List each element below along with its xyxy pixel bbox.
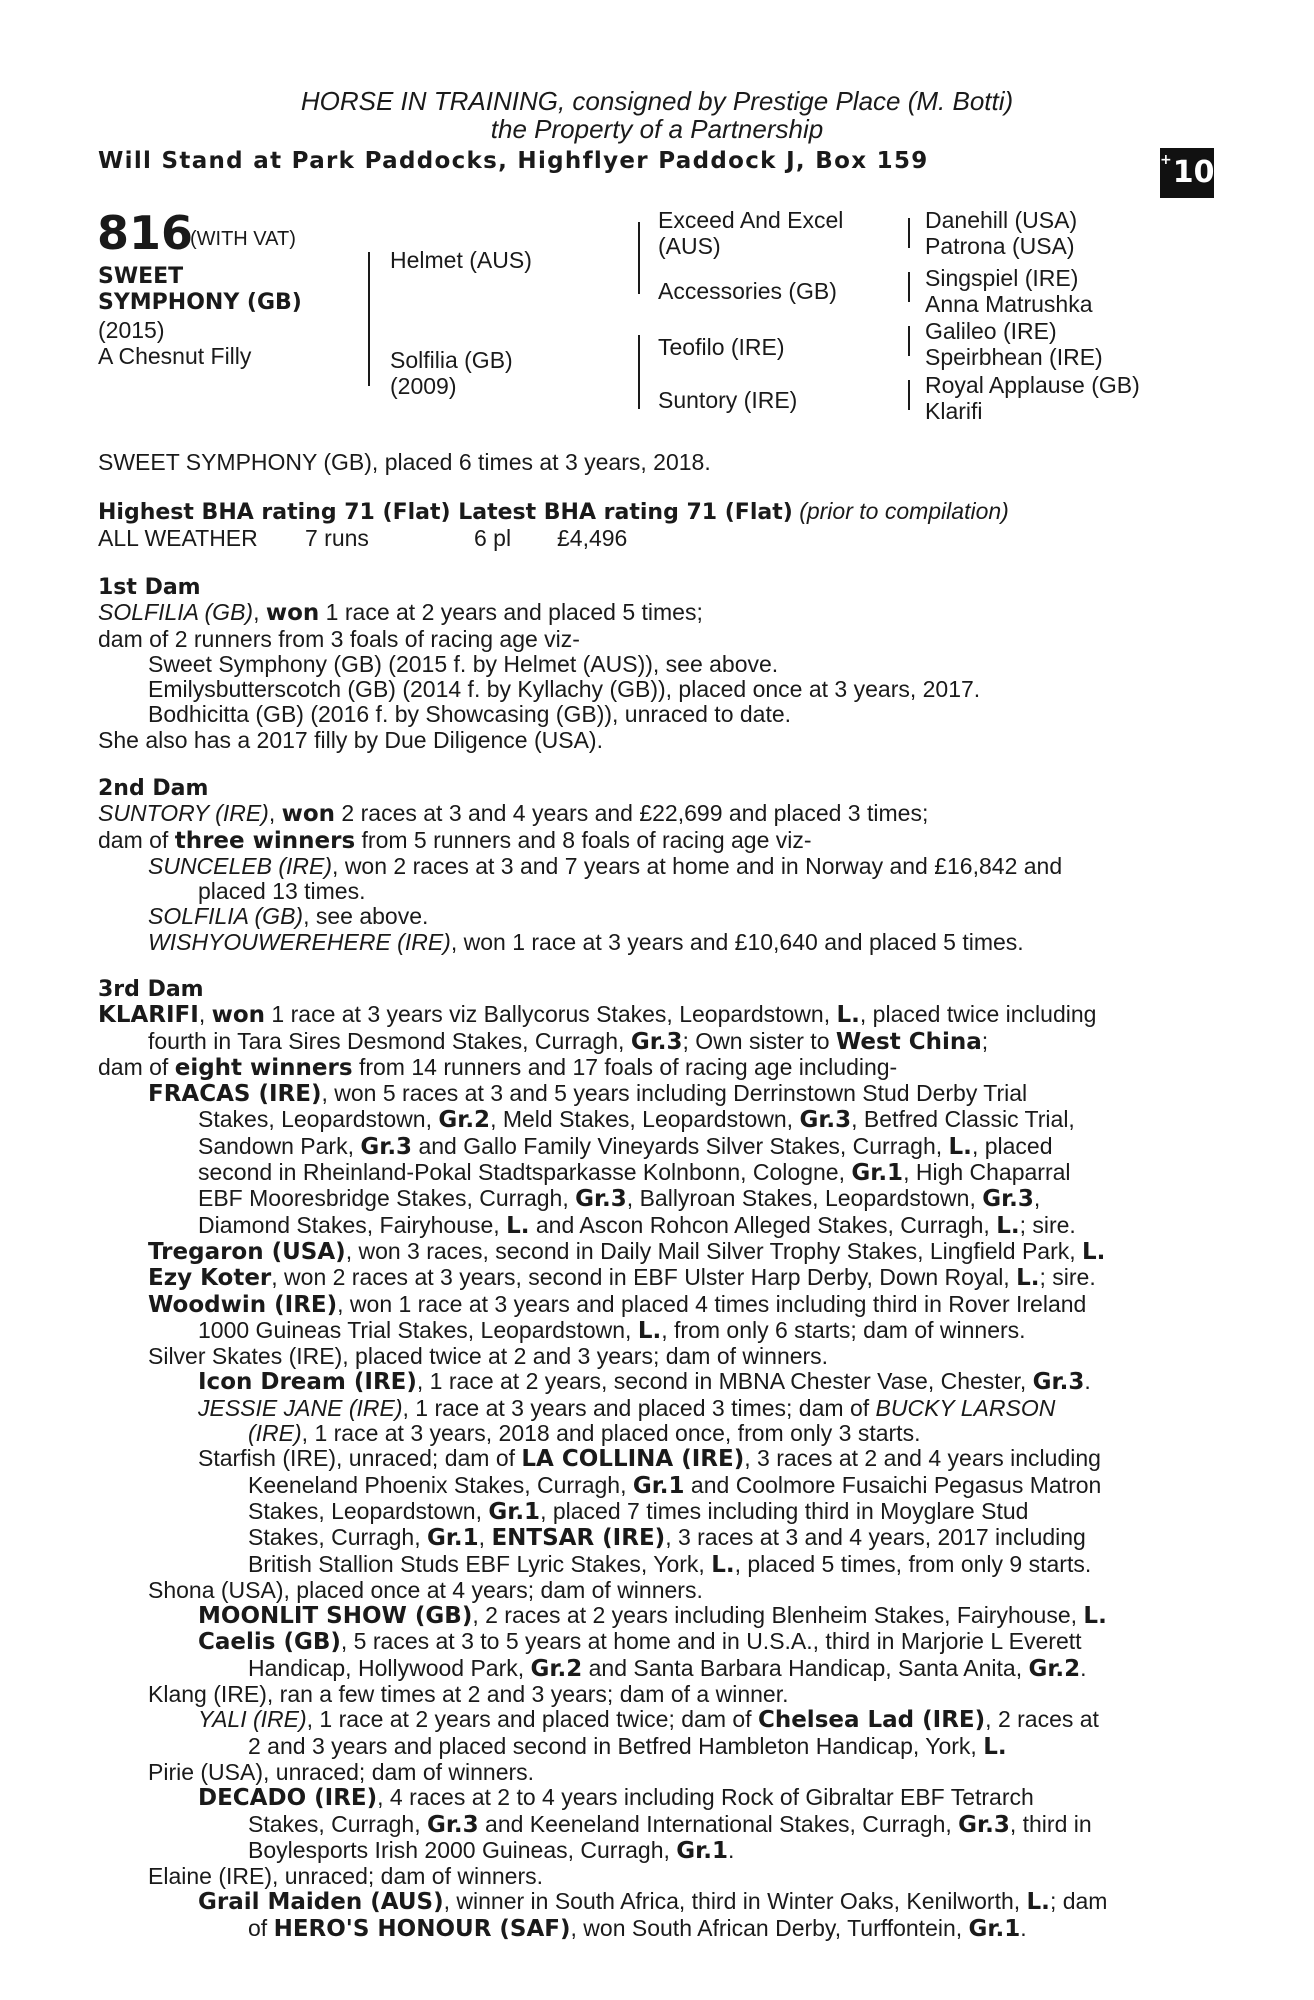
third-dam-line: (IRE), 1 race at 3 years, 2018 and placed once, from only 3 starts. [248, 1420, 921, 1447]
second-dam-line: WISHYOUWEREHERE (IRE), won 1 race at 3 years and £10,640 and placed 5 times. [148, 928, 1024, 955]
second-dam-line: placed 13 times. [198, 878, 366, 905]
pedigree-ds: Teofilo (IRE) [658, 334, 785, 360]
first-dam-section [98, 575, 1198, 753]
pedigree-dam-year: (2009) [390, 373, 457, 399]
placed-count: 6 pl [474, 525, 512, 551]
third-dam-line: Ezy Koter, won 2 races at 3 years, second in EBF Ulster Harp Derby, Down Royal, L.; sire. [148, 1264, 1096, 1292]
third-dam-line: Icon Dream (IRE), 1 race at 2 years, second in MBNA Chester Vase, Chester, Gr.3. [198, 1368, 1091, 1396]
horse-name-line2: SYMPHONY (GB) [98, 290, 302, 315]
ratings-note: (prior to compilation) [799, 498, 1009, 524]
third-dam-line: Boylesports Irish 2000 Guineas, Curragh, Gr.1. [248, 1836, 735, 1864]
vat-note: (WITH VAT) [190, 228, 296, 250]
third-dam-heading: 3rd Dam [98, 977, 204, 1002]
third-dam-line: second in Rheinland-Pokal Stadtsparkasse Kolnbonn, Cologne, Gr.1, High Chaparral [198, 1159, 1071, 1187]
all-weather-label: ALL WEATHER [98, 525, 258, 551]
race-summary: SWEET SYMPHONY (GB), placed 6 times at 3 years, 2018. [98, 449, 711, 475]
second-dam-line: SOLFILIA (GB), see above. [148, 903, 429, 930]
horse-name-line1: SWEET [98, 264, 184, 289]
third-dam-line: Stakes, Leopardstown, Gr.2, Meld Stakes, Leopardstown, Gr.3, Betfred Classic Trial, [198, 1106, 1075, 1134]
second-dam-line: SUNCELEB (IRE), won 2 races at 3 and 7 years at home and in Norway and £16,842 and [148, 852, 1063, 879]
pedigree-ss: Exceed And Excel [658, 207, 844, 233]
consignor-line: HORSE IN TRAINING, consigned by Prestige Place (M. Botti) [300, 86, 1014, 116]
third-dam-line: Diamond Stakes, Fairyhouse, L. and Ascon Rohcon Alleged Stakes, Curragh, L.; sire. [198, 1211, 1076, 1239]
third-dam-line: KLARIFI, won 1 race at 3 years viz Ballycorus Stakes, Leopardstown, L., placed twice including [98, 1001, 1097, 1029]
foaling-year: (2015) [98, 317, 165, 343]
third-dam-line: FRACAS (IRE), won 5 races at 3 and 5 years including Derrinstown Stud Derby Trial [148, 1080, 1028, 1108]
pedigree-dd: Suntory (IRE) [658, 387, 798, 413]
pedigree-dsd: Speirbhean (IRE) [925, 344, 1103, 370]
third-dam-line: British Stallion Studs EBF Lyric Stakes, York, L., placed 5 times, from only 9 starts. [248, 1550, 1092, 1578]
third-dam-line: Starfish (IRE), unraced; dam of LA COLLINA (IRE), 3 races at 2 and 4 years including [198, 1445, 1101, 1473]
pedigree-brace-sd [908, 272, 910, 302]
pedigree-ddd: Klarifi [925, 398, 983, 424]
second-dam-heading: 2nd Dam [98, 776, 209, 801]
first-dam-line: She also has a 2017 filly by Due Diligence (USA). [98, 726, 603, 753]
third-dam-line: Elaine (IRE), unraced; dam of winners. [148, 1863, 544, 1890]
second-dam-line: SUNTORY (IRE), won 2 races at 3 and 4 years and £22,699 and placed 3 times; [98, 800, 929, 828]
first-dam-line: Sweet Symphony (GB) (2015 f. by Helmet (AUS)), see above. [148, 650, 779, 677]
first-dam-line: SOLFILIA (GB), won 1 race at 2 years and placed 5 times; [98, 599, 703, 627]
third-dam-line: Silver Skates (IRE), placed twice at 2 and 3 years; dam of winners. [148, 1343, 829, 1370]
pedigree-brace-ss [908, 218, 910, 248]
lot-number: 816 [97, 206, 194, 260]
pedigree-sds: Singspiel (IRE) [925, 265, 1079, 291]
pedigree-brace-gen1 [368, 252, 370, 386]
third-dam-line: Woodwin (IRE), won 1 race at 3 years and placed 4 times including third in Rover Ireland [148, 1290, 1087, 1318]
third-dam-line: Caelis (GB), 5 races at 3 to 5 years at home and in U.S.A., third in Marjorie L Everett [198, 1628, 1082, 1656]
pedigree-ssd: Patrona (USA) [925, 233, 1075, 259]
first-dam-heading: 1st Dam [98, 575, 201, 600]
pedigree-dam: Solfilia (GB) [390, 347, 513, 373]
horse-description: A Chesnut Filly [98, 343, 252, 369]
third-dam-line: DECADO (IRE), 4 races at 2 to 4 years including Rock of Gibraltar EBF Tetrarch [198, 1784, 1034, 1812]
first-dam-line: Emilysbutterscotch (GB) (2014 f. by Kyllachy (GB)), placed once at 3 years, 2017. [148, 676, 981, 703]
third-dam-line: Sandown Park, Gr.3 and Gallo Family Vineyards Silver Stakes, Curragh, L., placed [198, 1132, 1053, 1160]
pedigree-brace-dd [908, 380, 910, 410]
pedigree-ss-country: (AUS) [658, 233, 721, 259]
third-dam-line: dam of eight winners from 14 runners and 17 foals of racing age including- [98, 1053, 898, 1081]
stand-location: Will Stand at Park Paddocks, Highflyer Paddock J, Box 159 [98, 148, 929, 174]
pedigree-sss: Danehill (USA) [925, 207, 1078, 233]
earnings: £4,496 [557, 525, 628, 551]
pedigree-sire: Helmet (AUS) [390, 247, 532, 273]
runs-count: 7 runs [305, 525, 369, 551]
third-dam-line: Stakes, Curragh, Gr.3 and Keeneland International Stakes, Curragh, Gr.3, third in [248, 1810, 1092, 1838]
pedigree-sdd: Anna Matrushka [925, 291, 1093, 317]
bha-ratings [98, 498, 1009, 525]
third-dam-line: Tregaron (USA), won 3 races, second in Daily Mail Silver Trophy Stakes, Lingfield Park, L. [148, 1237, 1106, 1265]
ownership-line: the Property of a Partnership [490, 114, 824, 144]
ratings-text: Highest BHA rating 71 (Flat) Latest BHA rating 71 (Flat) [98, 500, 793, 525]
second-dam-line: dam of three winners from 5 runners and 8 foals of racing age viz- [98, 826, 812, 854]
pedigree-dss: Galileo (IRE) [925, 318, 1057, 344]
third-dam-line: MOONLIT SHOW (GB), 2 races at 2 years including Blenheim Stakes, Fairyhouse, L. [198, 1602, 1107, 1630]
pedigree-sd: Accessories (GB) [658, 278, 837, 304]
third-dam-line: Pirie (USA), unraced; dam of winners. [148, 1758, 535, 1785]
third-dam-line: 2 and 3 years and placed second in Betfred Hambleton Handicap, York, L. [248, 1732, 1007, 1760]
third-dam-line: Stakes, Curragh, Gr.1, ENTSAR (IRE), 3 races at 3 and 4 years, 2017 including [248, 1524, 1086, 1552]
third-dam-line: Klang (IRE), ran a few times at 2 and 3 years; dam of a winner. [148, 1681, 789, 1708]
third-dam-line: Keeneland Phoenix Stakes, Curragh, Gr.1 and Coolmore Fusaichi Pegasus Matron [248, 1471, 1102, 1499]
pedigree-brace-dam [638, 335, 640, 409]
third-dam-line: Handicap, Hollywood Park, Gr.2 and Santa Barbara Handicap, Santa Anita, Gr.2. [248, 1654, 1087, 1682]
third-dam-line: Grail Maiden (AUS), winner in South Africa, third in Winter Oaks, Kenilworth, L.; dam [198, 1888, 1108, 1916]
third-dam-line: JESSIE JANE (IRE), 1 race at 3 years and placed 3 times; dam of BUCKY LARSON [198, 1394, 1056, 1421]
pedigree-brace-ds [908, 326, 910, 356]
second-dam-section [98, 776, 1198, 955]
horses-in-training-badge: +10 [1160, 148, 1214, 198]
third-dam-line: 1000 Guineas Trial Stakes, Leopardstown, L., from only 6 starts; dam of winners. [198, 1316, 1026, 1344]
third-dam-line: YALI (IRE), 1 race at 2 years and placed twice; dam of Chelsea Lad (IRE), 2 races at [198, 1706, 1099, 1734]
pedigree-dds: Royal Applause (GB) [925, 372, 1140, 398]
first-dam-line: Bodhicitta (GB) (2016 f. by Showcasing (GB)), unraced to date. [148, 701, 792, 728]
third-dam-section [98, 977, 1198, 1942]
third-dam-line: Stakes, Leopardstown, Gr.1, placed 7 times including third in Moyglare Stud [248, 1497, 1029, 1525]
third-dam-line: Shona (USA), placed once at 4 years; dam of winners. [148, 1576, 703, 1603]
third-dam-line: fourth in Tara Sires Desmond Stakes, Curragh, Gr.3; Own sister to West China; [148, 1027, 989, 1055]
third-dam-line: of HERO'S HONOUR (SAF), won South African Derby, Turffontein, Gr.1. [248, 1914, 1027, 1942]
first-dam-line: dam of 2 runners from 3 foals of racing age viz- [98, 625, 580, 652]
third-dam-line: EBF Mooresbridge Stakes, Curragh, Gr.3, Ballyroan Stakes, Leopardstown, Gr.3, [198, 1185, 1041, 1213]
pedigree-brace-sire [638, 222, 640, 294]
